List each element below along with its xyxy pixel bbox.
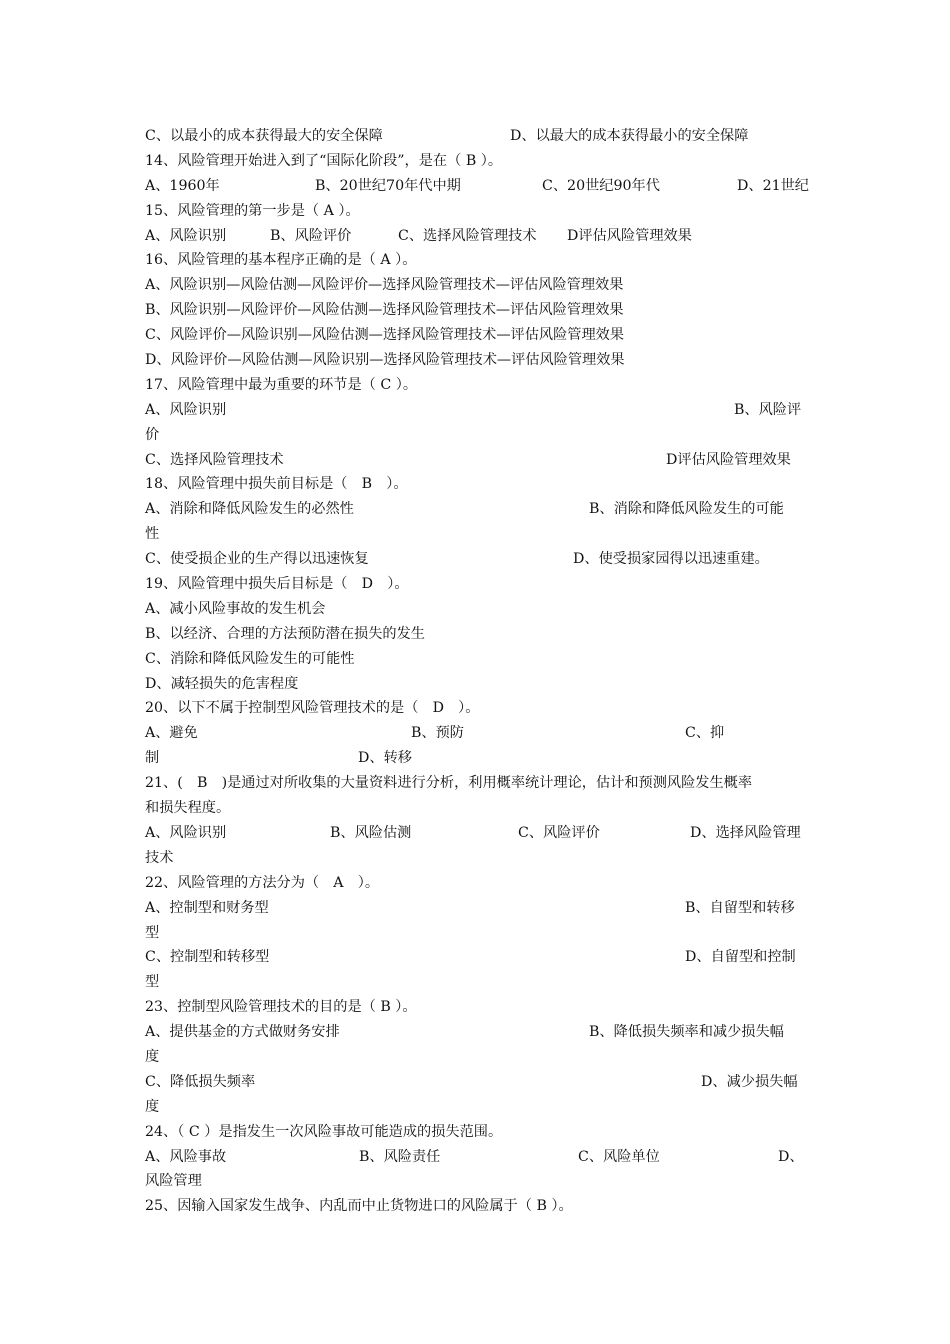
option-d: D、 — [778, 1148, 804, 1165]
options-line — [145, 1070, 807, 1095]
option-b: B、预防 — [411, 725, 464, 742]
question-text: 15、风险管理的第一步是（ A ）。 — [145, 202, 360, 219]
question-text: 24、（ C ）是指发生一次风险事故可能造成的损失范围。 — [145, 1123, 503, 1140]
option-c: C、风险单位 — [578, 1148, 660, 1165]
wrapped-line — [145, 1045, 807, 1070]
option-a — [145, 273, 807, 298]
option-a — [145, 597, 807, 622]
option-b: B、降低损失频率和减少损失幅 — [589, 1024, 784, 1041]
option-d — [145, 672, 807, 697]
option-d: D、选择风险管理 — [690, 824, 801, 841]
wrapped-text: 度 — [145, 1098, 160, 1115]
question-17 — [145, 373, 807, 398]
question-text: 19、风险管理中损失后目标是（ D ）。 — [145, 576, 409, 593]
question-25 — [145, 1194, 807, 1219]
question-text: 20、以下不属于控制型风险管理技术的是（ D ）。 — [145, 700, 480, 717]
option-a: A、消除和降低风险发生的必然性 — [145, 501, 354, 518]
option-d: D评估风险管理效果 — [567, 227, 692, 244]
wrapped-text: 和损失程度。 — [145, 800, 231, 817]
options-line — [145, 448, 807, 473]
option-d: D、自留型和控制 — [685, 949, 796, 966]
option-c — [145, 323, 807, 348]
option-b: B、风险评 — [734, 401, 802, 418]
question-text: 25、因输入国家发生战争、内乱而中止货物进口的风险属于（ B ）。 — [145, 1198, 573, 1215]
option-d: D、使受损家园得以迅速重建。 — [573, 551, 769, 568]
option-b: B、自留型和转移 — [685, 899, 795, 916]
wrapped-text: 技术 — [145, 849, 174, 866]
option-text: B、以经济、合理的方法预防潜在损失的发生 — [145, 625, 425, 642]
question-text: 14、风险管理开始进入到了“国际化阶段”，是在（ B ）。 — [145, 152, 503, 169]
option-b: B、风险估测 — [330, 824, 412, 841]
option-b: B、20世纪70年代中期 — [315, 177, 461, 194]
option-a: A、风险事故 — [145, 1148, 227, 1165]
wrapped-line — [145, 1169, 807, 1194]
option-a: A、1960年 — [145, 177, 220, 194]
question-text: 21、( B )是通过对所收集的大量资料进行分析，利用概率统计理论，估计和预测风险发生概率 — [145, 775, 753, 792]
wrapped-text: 制 — [145, 750, 160, 767]
question-text: 16、风险管理的基本程序正确的是（ A ）。 — [145, 252, 417, 269]
option-text: D、风险评价—风险估测—风险识别—选择风险管理技术—评估风险管理效果 — [145, 352, 625, 369]
question-14 — [145, 149, 807, 174]
option-c: C、抑 — [685, 725, 725, 742]
options-line — [145, 821, 807, 846]
question-21 — [145, 771, 807, 796]
option-c — [145, 647, 807, 672]
question-18 — [145, 472, 807, 497]
question-16 — [145, 248, 807, 273]
option-d — [145, 348, 807, 373]
wrapped-text: 型 — [145, 924, 160, 941]
question-20 — [145, 696, 807, 721]
options-line — [145, 547, 807, 572]
option-text: D、减轻损失的危害程度 — [145, 675, 299, 692]
option-d: D、21世纪 — [737, 177, 809, 194]
option-a: A、控制型和财务型 — [145, 899, 269, 916]
wrapped-line — [145, 846, 807, 871]
question-19 — [145, 572, 807, 597]
options-line — [145, 721, 807, 746]
option-c: C、使受损企业的生产得以迅速恢复 — [145, 551, 369, 568]
option-d: D评估风险管理效果 — [666, 451, 791, 468]
option-c: C、选择风险管理技术 — [398, 227, 537, 244]
wrapped-line — [145, 522, 807, 547]
question-24 — [145, 1120, 807, 1145]
options-line — [145, 896, 807, 921]
option-a: A、风险识别 — [145, 824, 227, 841]
question-text: 22、风险管理的方法分为（ A ）。 — [145, 874, 380, 891]
option-b: B、风险评价 — [270, 227, 352, 244]
wrapped-text: 性 — [145, 526, 160, 543]
wrapped-line — [145, 921, 807, 946]
option-a: A、避免 — [145, 725, 198, 742]
options-line — [145, 174, 807, 199]
question-text: 17、风险管理中最为重要的环节是（ C ）。 — [145, 376, 418, 393]
option-c: C、风险评价 — [518, 824, 600, 841]
question-23 — [145, 995, 807, 1020]
option-c: C、降低损失频率 — [145, 1073, 256, 1090]
option-text: C、消除和降低风险发生的可能性 — [145, 650, 355, 667]
wrapped-text: 型 — [145, 974, 160, 991]
wrapped-line — [145, 796, 807, 821]
options-line — [145, 945, 807, 970]
question-22 — [145, 871, 807, 896]
option-c: C、选择风险管理技术 — [145, 451, 284, 468]
option-b: B、消除和降低风险发生的可能 — [589, 501, 784, 518]
option-a: A、风险识别 — [145, 227, 227, 244]
option-d: D、减少损失幅 — [701, 1073, 798, 1090]
question-15 — [145, 199, 807, 224]
text-line — [145, 124, 807, 149]
option-b — [145, 622, 807, 647]
wrapped-line — [145, 423, 807, 448]
option-a: A、风险识别 — [145, 401, 227, 418]
wrapped-line — [145, 1095, 807, 1120]
option-c: C、20世纪90年代 — [542, 177, 660, 194]
option-text: A、风险识别—风险估测—风险评价—选择风险管理技术—评估风险管理效果 — [145, 277, 624, 294]
option-d: D、以最大的成本获得最小的安全保障 — [510, 128, 749, 144]
option-b — [145, 298, 807, 323]
options-line — [145, 1145, 807, 1170]
wrapped-text: 度 — [145, 1048, 160, 1065]
option-c: C、控制型和转移型 — [145, 949, 270, 966]
options-line — [145, 1020, 807, 1045]
option-a: A、提供基金的方式做财务安排 — [145, 1024, 340, 1041]
question-text: 18、风险管理中损失前目标是（ B ）。 — [145, 476, 408, 493]
option-c: C、以最小的成本获得最大的安全保障 — [145, 128, 383, 144]
wrapped-text: 价 — [145, 426, 160, 443]
wrapped-line — [145, 970, 807, 995]
wrapped-text: 风险管理 — [145, 1173, 202, 1190]
options-line — [145, 398, 807, 423]
option-text: B、风险识别—风险评价—风险估测—选择风险管理技术—评估风险管理效果 — [145, 302, 624, 319]
option-text: A、减小风险事故的发生机会 — [145, 600, 326, 617]
option-text: C、风险评价—风险识别—风险估测—选择风险管理技术—评估风险管理效果 — [145, 327, 625, 344]
options-line — [145, 224, 807, 249]
option-d: D、转移 — [358, 750, 412, 767]
question-list — [145, 124, 807, 1219]
options-line — [145, 746, 807, 771]
options-line — [145, 497, 807, 522]
option-b: B、风险责任 — [359, 1148, 441, 1165]
question-text: 23、控制型风险管理技术的目的是（ B ）。 — [145, 999, 417, 1016]
